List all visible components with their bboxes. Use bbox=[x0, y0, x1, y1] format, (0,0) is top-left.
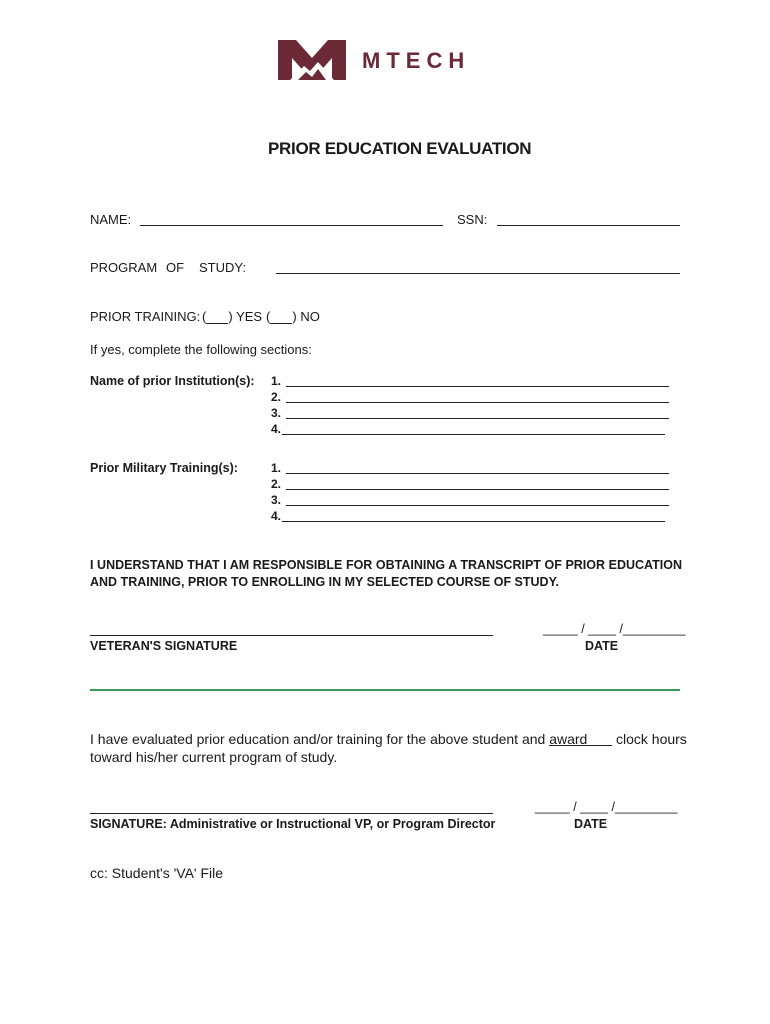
military-num-3: 3. bbox=[271, 493, 282, 507]
military-num-4: 4. bbox=[271, 509, 282, 523]
mtech-mountain-icon bbox=[276, 38, 348, 82]
institution-field-1[interactable] bbox=[286, 386, 669, 387]
military-num-2: 2. bbox=[271, 477, 282, 491]
institution-num-1: 1. bbox=[271, 374, 282, 388]
no-label: NO bbox=[300, 309, 320, 324]
responsibility-statement: I UNDERSTAND THAT I AM RESPONSIBLE FOR OBTAINING A TRANSCRIPT OF PRIOR EDUCATION AND TRAINING, PRIOR TO ENROLLING IN MY SELECTED COURSE OF STUDY. bbox=[90, 558, 682, 589]
program-label-2: OF bbox=[166, 260, 185, 275]
yes-checkbox[interactable]: ( ) bbox=[202, 309, 233, 324]
prior-training-label: PRIOR TRAINING: bbox=[90, 309, 201, 324]
evaluation-text-c: toward his/her current program of study. bbox=[90, 749, 338, 765]
no-option[interactable] bbox=[266, 309, 320, 324]
military-field-4[interactable] bbox=[282, 521, 665, 522]
veteran-date-label: DATE bbox=[585, 639, 619, 653]
veteran-signature-field[interactable] bbox=[90, 635, 493, 636]
page-title: PRIOR EDUCATION EVALUATION bbox=[268, 139, 532, 158]
institution-num-2: 2. bbox=[271, 390, 282, 404]
military-field-2[interactable] bbox=[286, 489, 669, 490]
admin-date-field[interactable]: _____ / ____ /_________ bbox=[535, 800, 678, 814]
ssn-label: SSN: bbox=[457, 212, 488, 227]
mtech-logo bbox=[276, 38, 506, 82]
name-field[interactable] bbox=[140, 225, 443, 226]
instructions-text: If yes, complete the following sections: bbox=[90, 342, 312, 357]
logo-wordmark: MTECH bbox=[362, 48, 471, 73]
section-divider bbox=[90, 689, 680, 691]
cc-line: cc: Student's 'VA' File bbox=[90, 865, 224, 881]
program-field[interactable] bbox=[276, 273, 680, 274]
veteran-date-field[interactable]: _____ / ____ /_________ bbox=[543, 622, 686, 636]
evaluation-text-line-1 bbox=[90, 731, 587, 747]
institutions-label: Name of prior Institution(s): bbox=[90, 374, 255, 388]
yes-option[interactable] bbox=[202, 309, 262, 324]
admin-signature-field[interactable] bbox=[90, 813, 493, 814]
military-label: Prior Military Training(s): bbox=[90, 461, 238, 475]
ssn-field[interactable] bbox=[497, 225, 680, 226]
no-checkbox[interactable]: ( ) bbox=[266, 309, 297, 324]
admin-date-label: DATE bbox=[574, 817, 608, 831]
institution-num-4: 4. bbox=[271, 422, 282, 436]
program-label-1: PROGRAM bbox=[90, 260, 158, 275]
military-field-3[interactable] bbox=[286, 505, 669, 506]
institution-field-3[interactable] bbox=[286, 418, 669, 419]
military-field-1[interactable] bbox=[286, 473, 669, 474]
institution-num-3: 3. bbox=[271, 406, 282, 420]
program-label-3: STUDY: bbox=[199, 260, 246, 275]
institution-field-4[interactable] bbox=[282, 434, 665, 435]
institution-field-2[interactable] bbox=[286, 402, 669, 403]
military-num-1: 1. bbox=[271, 461, 282, 475]
yes-label: YES bbox=[236, 309, 263, 324]
clock-hours-field[interactable] bbox=[549, 745, 612, 746]
name-label: NAME: bbox=[90, 212, 132, 227]
evaluation-text-b: clock hours bbox=[616, 731, 687, 747]
evaluation-text-a: I have evaluated prior education and/or training for the above student and award bbox=[90, 731, 588, 747]
veteran-signature-label: VETERAN'S SIGNATURE bbox=[90, 639, 238, 653]
admin-signature-label: SIGNATURE: Administrative or Instructional VP, or Program Director bbox=[90, 817, 496, 831]
